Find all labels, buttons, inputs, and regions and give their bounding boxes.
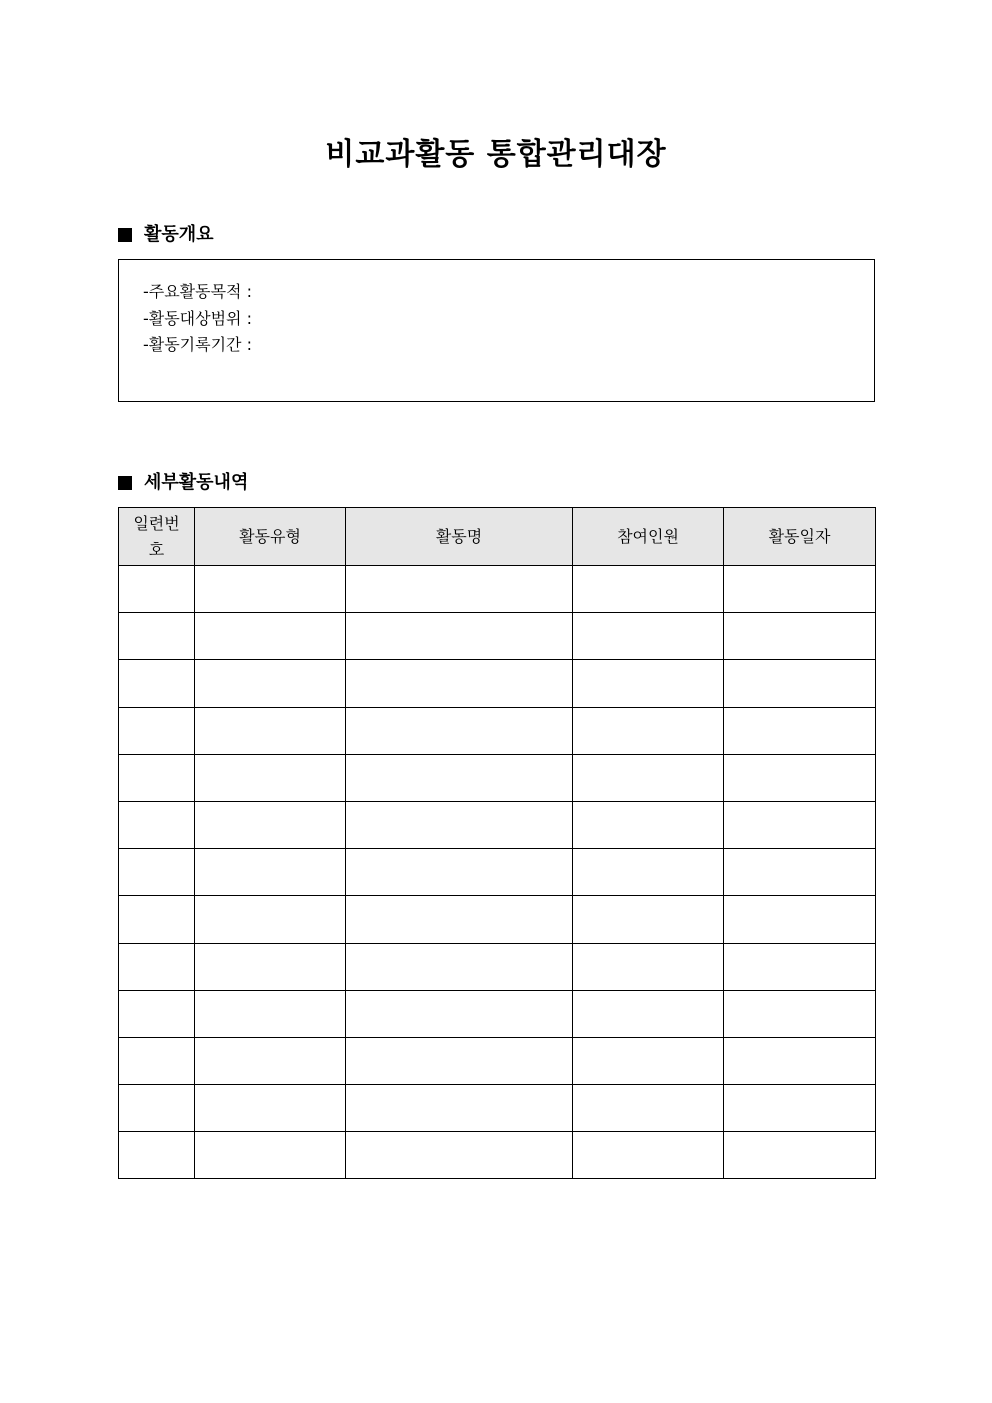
filled-square-icon [118, 476, 132, 490]
activity-date-cell[interactable] [724, 849, 876, 896]
column-header-activity-date [724, 508, 876, 566]
table-row [119, 1085, 876, 1132]
participants-cell[interactable] [573, 754, 724, 801]
activity-type-cell[interactable] [195, 896, 346, 943]
activity-date-cell[interactable] [724, 707, 876, 754]
serial-number-cell[interactable] [119, 566, 195, 613]
activity-date-cell[interactable] [724, 1037, 876, 1084]
participants-cell[interactable] [573, 990, 724, 1037]
column-header-participants [573, 508, 724, 566]
activity-date-cell[interactable] [724, 613, 876, 660]
serial-number-cell[interactable] [119, 943, 195, 990]
activity-date-cell[interactable] [724, 801, 876, 848]
activity-type-cell[interactable] [195, 613, 346, 660]
serial-number-cell[interactable] [119, 990, 195, 1037]
column-header-activity-name [346, 508, 573, 566]
section-heading-overview [118, 222, 214, 248]
activity-type-cell[interactable] [195, 1037, 346, 1084]
serial-number-cell[interactable] [119, 660, 195, 707]
activity-name-cell[interactable] [346, 660, 573, 707]
section-heading-label: 세부활동내역 [144, 472, 249, 493]
activity-name-cell[interactable] [346, 566, 573, 613]
section-heading-details [118, 470, 248, 496]
table-row [119, 896, 876, 943]
participants-cell[interactable] [573, 1037, 724, 1084]
table-row [119, 707, 876, 754]
activity-name-cell[interactable] [346, 707, 573, 754]
participants-cell[interactable] [573, 1085, 724, 1132]
participants-cell[interactable] [573, 613, 724, 660]
activity-name-cell[interactable] [346, 896, 573, 943]
participants-cell[interactable] [573, 943, 724, 990]
column-header-label: 일련번호 [133, 513, 180, 559]
participants-cell[interactable] [573, 660, 724, 707]
overview-lines [143, 279, 252, 359]
activity-name-cell[interactable] [346, 1085, 573, 1132]
activity-date-cell[interactable] [724, 1132, 876, 1179]
section-heading-label: 활동개요 [144, 224, 214, 245]
activity-name-cell[interactable] [346, 613, 573, 660]
activity-type-cell[interactable] [195, 660, 346, 707]
participants-cell[interactable] [573, 896, 724, 943]
table-row [119, 1037, 876, 1084]
activity-type-cell[interactable] [195, 1085, 346, 1132]
document-title: 비교과활동 통합관리대장 [325, 137, 667, 172]
activity-date-cell[interactable] [724, 754, 876, 801]
table-row [119, 613, 876, 660]
activity-type-cell[interactable] [195, 566, 346, 613]
table-row [119, 849, 876, 896]
activity-type-cell[interactable] [195, 849, 346, 896]
serial-number-cell[interactable] [119, 1132, 195, 1179]
column-header-label: 활동유형 [239, 526, 301, 546]
overview-box [118, 259, 875, 402]
overview-line-purpose: -주요활동목적 : [143, 282, 252, 301]
activity-date-cell[interactable] [724, 943, 876, 990]
activity-name-cell[interactable] [346, 754, 573, 801]
serial-number-cell[interactable] [119, 707, 195, 754]
table-body [119, 566, 876, 1179]
column-header-label: 활동명 [435, 526, 483, 546]
participants-cell[interactable] [573, 566, 724, 613]
column-header-serial-number [119, 508, 195, 566]
participants-cell[interactable] [573, 1132, 724, 1179]
activity-name-cell[interactable] [346, 990, 573, 1037]
activity-name-cell[interactable] [346, 1132, 573, 1179]
activity-name-cell[interactable] [346, 801, 573, 848]
table-row [119, 801, 876, 848]
activity-details-table [118, 507, 876, 1179]
serial-number-cell[interactable] [119, 849, 195, 896]
participants-cell[interactable] [573, 849, 724, 896]
serial-number-cell[interactable] [119, 896, 195, 943]
activity-type-cell[interactable] [195, 707, 346, 754]
participants-cell[interactable] [573, 801, 724, 848]
participants-cell[interactable] [573, 707, 724, 754]
table-row [119, 754, 876, 801]
serial-number-cell[interactable] [119, 613, 195, 660]
activity-type-cell[interactable] [195, 801, 346, 848]
activity-date-cell[interactable] [724, 896, 876, 943]
activity-name-cell[interactable] [346, 1037, 573, 1084]
table-header-row [119, 508, 876, 566]
column-header-activity-type [195, 508, 346, 566]
column-header-label: 참여인원 [617, 526, 679, 546]
serial-number-cell[interactable] [119, 1085, 195, 1132]
overview-line-period: -활동기록기간 : [143, 335, 252, 354]
table-row [119, 943, 876, 990]
table-row [119, 566, 876, 613]
activity-name-cell[interactable] [346, 943, 573, 990]
table-row [119, 1132, 876, 1179]
activity-date-cell[interactable] [724, 660, 876, 707]
table-row [119, 660, 876, 707]
serial-number-cell[interactable] [119, 754, 195, 801]
overview-line-target: -활동대상범위 : [143, 308, 252, 328]
column-header-label: 활동일자 [768, 526, 831, 546]
serial-number-cell[interactable] [119, 801, 195, 848]
activity-date-cell[interactable] [724, 1085, 876, 1132]
filled-square-icon [118, 228, 132, 242]
activity-type-cell[interactable] [195, 943, 346, 990]
activity-name-cell[interactable] [346, 849, 573, 896]
activity-date-cell[interactable] [724, 566, 876, 613]
activity-type-cell[interactable] [195, 754, 346, 801]
activity-type-cell[interactable] [195, 1132, 346, 1179]
activity-type-cell[interactable] [195, 990, 346, 1037]
activity-date-cell[interactable] [724, 990, 876, 1037]
serial-number-cell[interactable] [119, 1037, 195, 1084]
table-row [119, 990, 876, 1037]
